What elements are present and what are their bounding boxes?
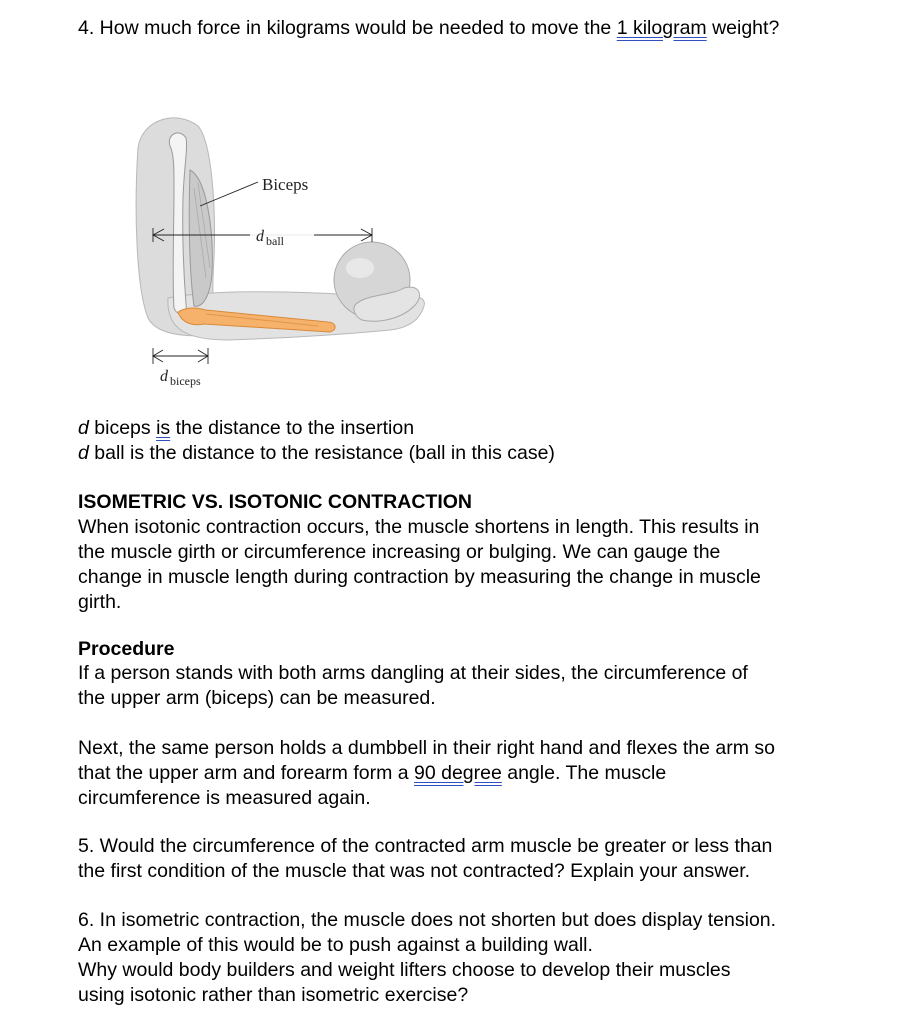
arm-lever-figure <box>128 108 438 399</box>
biceps-label: Biceps <box>262 175 309 194</box>
question-6-line: Why would body builders and weight lifters choose to develop their muscles <box>78 959 731 981</box>
d-biceps-label-sub: biceps <box>170 374 201 388</box>
question-6-line: An example of this would be to push against a building wall. <box>78 934 593 956</box>
contraction-paragraph-line: When isotonic contraction occurs, the muscle shortens in length. This results in <box>78 516 760 538</box>
question-6-line: 6. In isometric contraction, the muscle does not shorten but does display tension. <box>78 909 777 931</box>
definition-biceps-text: biceps <box>88 417 157 439</box>
contraction-paragraph-line: the muscle girth or circumference increasing or bulging. We can gauge the <box>78 541 721 563</box>
definition-ball-text: ball is the distance to the resistance (ball in this case) <box>88 442 555 464</box>
definition-d-italic: d <box>78 442 89 464</box>
question-4-text-after: weight? <box>706 17 780 39</box>
definition-d-italic: d <box>78 417 89 439</box>
definition-d-ball <box>78 441 555 465</box>
procedure-paragraph-line: If a person stands with both arms dangling at their sides, the circumference of <box>78 662 748 684</box>
d-ball-label-d: d <box>256 228 264 245</box>
question-5-line: the first condition of the muscle that was not contracted? Explain your answer. <box>78 860 751 882</box>
procedure-paragraph-line: circumference is measured again. <box>78 787 371 809</box>
contraction-paragraph-line: change in muscle length during contraction by measuring the change in muscle <box>78 566 761 588</box>
procedure-paragraph-line <box>78 761 666 785</box>
question-4-underlined-weight: 1 kilogram <box>616 17 707 39</box>
procedure-text-after: angle. The muscle <box>501 762 667 784</box>
procedure-paragraph-line: Next, the same person holds a dumbbell in their right hand and flexes the arm so <box>78 737 775 759</box>
procedure-paragraph-line: the upper arm (biceps) can be measured. <box>78 687 436 709</box>
ninety-degree-underlined: 90 degree <box>414 762 502 784</box>
question-4 <box>78 16 779 40</box>
definition-is-underlined: is <box>156 417 171 439</box>
d-ball-label-sub: ball <box>266 234 284 248</box>
section-heading-contraction: ISOMETRIC VS. ISOTONIC CONTRACTION <box>78 491 472 513</box>
arm-lever-illustration <box>128 108 438 393</box>
question-5-line: 5. Would the circumference of the contracted arm muscle be greater or less than <box>78 835 773 857</box>
contraction-paragraph-line: girth. <box>78 591 122 613</box>
question-4-text-before: 4. How much force in kilograms would be needed to move the <box>78 17 617 39</box>
procedure-text-before: that the upper arm and forearm form a <box>78 762 414 784</box>
procedure-heading: Procedure <box>78 638 175 660</box>
question-6-line: using isotonic rather than isometric exercise? <box>78 984 469 1006</box>
definition-d-biceps <box>78 416 414 440</box>
definition-insertion-text: the distance to the insertion <box>170 417 415 439</box>
d-biceps-label-d: d <box>160 368 168 385</box>
